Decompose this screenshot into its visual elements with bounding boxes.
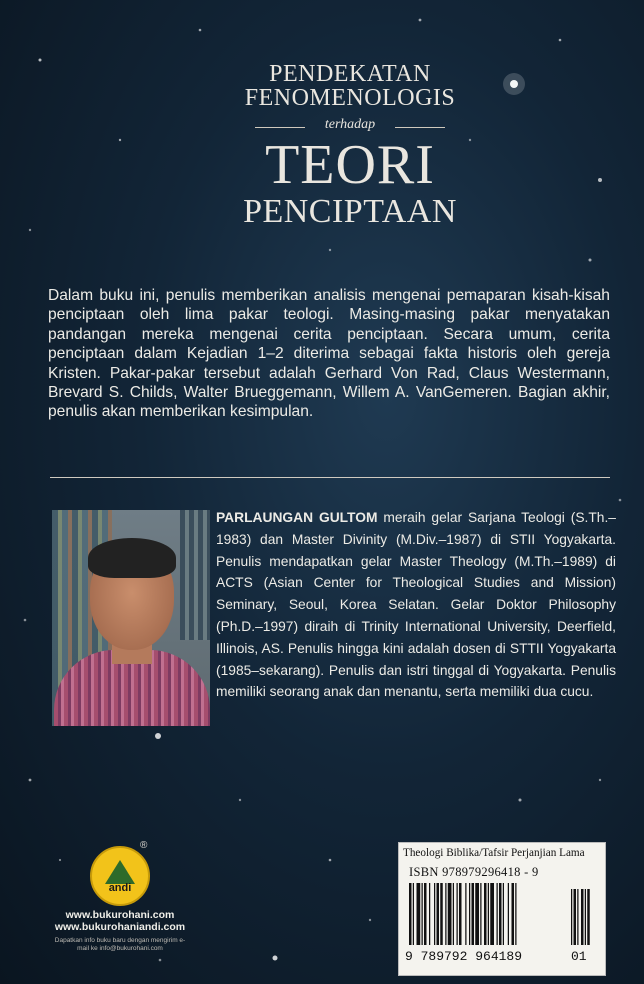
publisher-logo-text: andi (108, 882, 132, 894)
author-name: PARLAUNGAN GULTOM (216, 510, 378, 525)
publisher-urls (50, 909, 190, 933)
publisher-url-2: www.bukurohaniandi.com (54, 921, 186, 933)
category-label: Theologi Biblika/Tafsir Perjanjian Lama (403, 847, 585, 859)
title-line-1: PENDEKATAN (269, 61, 431, 87)
registered-mark: ® (140, 840, 148, 851)
barcode (403, 883, 601, 963)
title-rule-right (395, 127, 445, 128)
title-main: TEORI (265, 134, 435, 196)
title-connector: terhadap (324, 117, 376, 132)
author-bio (216, 507, 616, 703)
triangle-icon (105, 860, 135, 884)
author-photo (52, 510, 210, 726)
barcode-addon-digits: 01 (571, 949, 587, 963)
barcode-digits: 9 789792 964189 (405, 949, 523, 963)
synopsis-text: Dalam buku ini, penulis memberikan analisis mengenai pemaparan kisah-kisah penciptaan oleh lima pakar teologi. Masing-masing pakar menyatakan pandangan mereka mengenai cerita penciptaan. Secara umum, cerita penciptaan dalam Kejadian 1–2 diterima sebagai fakta historis oleh gereja Kristen. Pakar-pakar tersebut adalah Gerhard Von Rad, Claus Westermann, Brevard S. Childs, Walter Brueggemann, Willem A. VanGemeren. Bagian akhir, penulis akan memberikan kesimpulan. (48, 287, 610, 421)
title-sub: PENCIPTAAN (243, 193, 457, 230)
title-line-2: FENOMENOLOGIS (244, 85, 456, 111)
publisher-url-1: www.bukurohani.com (65, 909, 175, 921)
publisher-logo (90, 846, 150, 906)
isbn-number: ISBN 978979296418 - 9 (409, 865, 539, 879)
author-bio-text: meraih gelar Sarjana Teologi (S.Th.–1983) dan Master Divinity (M.Div.–1987) di STII Yogyakarta. Penulis mendapatkan gelar Master Theology (M.Th.–1989) di ACTS (Asian Center for Theological Studies and Mission) Seminary, Seoul, Korea Selatan. Gelar Doktor Philosophy (Ph.D.–1997) diraih di Trinity International University, Deerfield, Illinois, AS. Penulis hingga kini adalah dosen di STTII Yogyakarta (1985–sekarang). Penulis dan istri tinggal di Yogyakarta. Penulis memiliki seorang anak dan menantu, serta memiliki dua cucu. (216, 510, 616, 700)
section-divider (50, 477, 610, 478)
isbn-box (398, 842, 606, 976)
publisher-fine-print: Dapatkan info buku baru dengan mengirim e-mail ke info@bukurohani.com (54, 937, 186, 952)
